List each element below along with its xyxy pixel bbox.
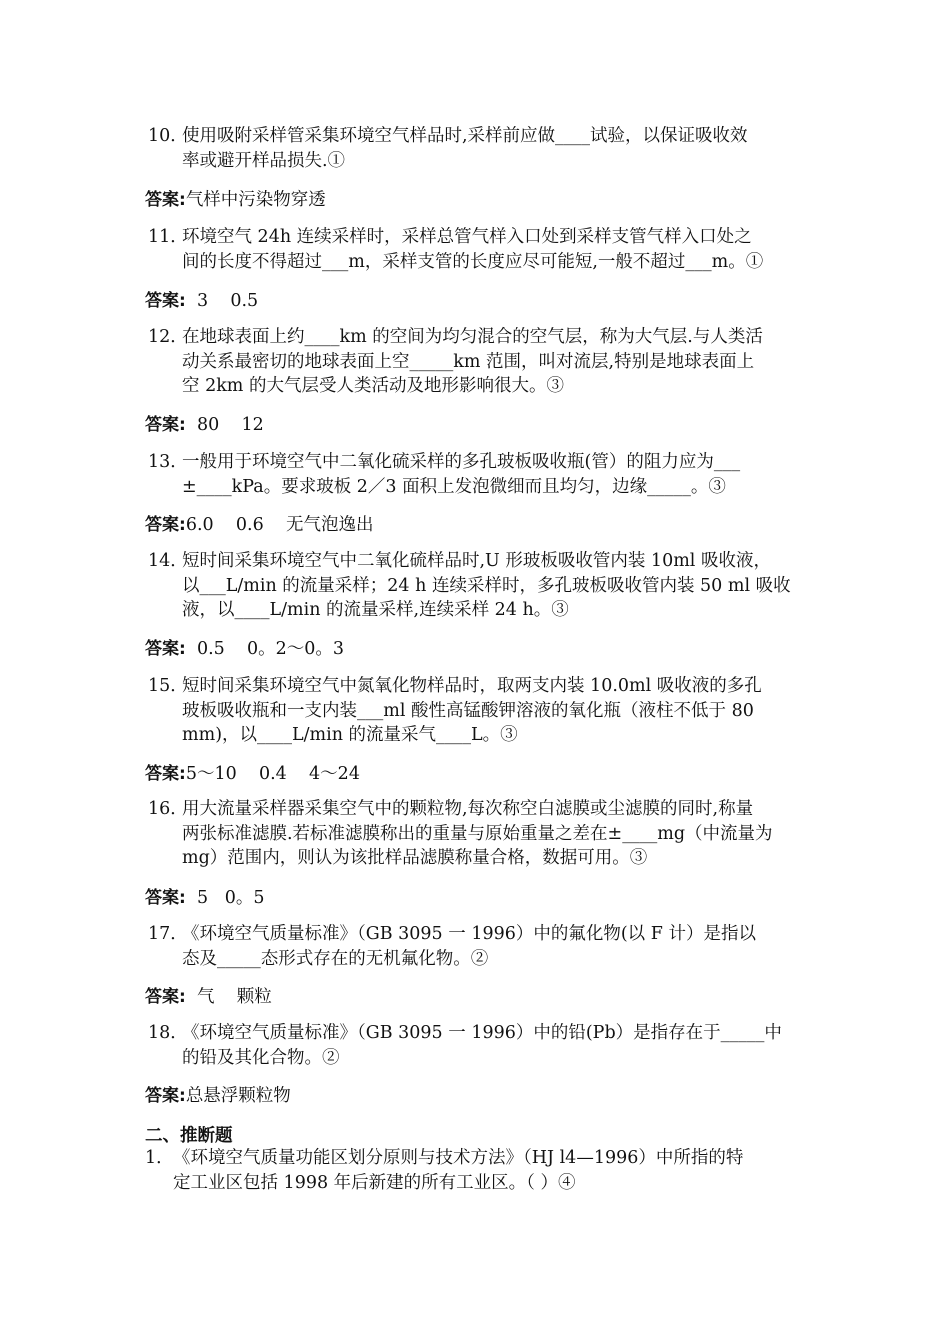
question-number: 12． [148, 327, 188, 347]
question-line: 态及_____态形式存在的无机氟化物。② [182, 948, 489, 969]
answer-11 [145, 289, 258, 313]
question-number: 17． [148, 924, 188, 944]
answer-10 [145, 188, 326, 212]
answer-18 [145, 1084, 291, 1108]
answer-value: 气 颗粒 [185, 987, 272, 1007]
question-number: 14． [148, 551, 188, 571]
question-10 [148, 124, 813, 173]
answer-16 [145, 886, 265, 910]
question-line: 动关系最密切的地球表面上空_____km 范围，叫对流层,特别是地球表面上 [182, 351, 755, 372]
question-line: 《环境空气质量功能区划分原则与技术方法》（HJ l4—1996）中所指的特 [173, 1148, 744, 1168]
answer-label: 答案: [145, 415, 186, 435]
question-line: ±____kPa。要求玻板 2／3 面积上发泡微细而且均匀，边缘_____。③ [182, 476, 726, 497]
answer-label: 答案: [145, 639, 186, 659]
judgement-item-1 [145, 1146, 810, 1195]
answer-value: 5 0。5 [185, 888, 265, 908]
answer-label: 答案: [145, 190, 186, 210]
answer-label: 答案: [145, 987, 186, 1007]
answer-label: 答案: [145, 764, 186, 784]
question-14 [148, 549, 813, 623]
question-number: 18． [148, 1023, 188, 1043]
question-line: 在地球表面上约____km 的空间为均匀混合的空气层，称为大气层.与人类活 [182, 327, 763, 347]
answer-value: 80 12 [185, 415, 264, 435]
answer-value: 总悬浮颗粒物 [185, 1086, 291, 1106]
question-16 [148, 797, 813, 871]
answer-value: 0.5 0。2～0。3 [185, 639, 345, 659]
question-line: 玻板吸收瓶和一支内装___ml 酸性高锰酸钾溶液的氧化瓶（液柱不低于 80 [182, 700, 754, 721]
answer-15 [145, 762, 360, 786]
question-line: 以___L/min 的流量采样；24 h 连续采样时，多孔玻板吸收管内装 50 ml 吸收 [182, 575, 791, 596]
question-line: 间的长度不得超过___m，采样支管的长度应尽可能短,一般不超过___m。① [182, 251, 764, 272]
answer-14 [145, 637, 344, 661]
question-15 [148, 674, 813, 748]
question-number: 11． [148, 227, 188, 247]
question-line: 液，以____L/min 的流量采样,连续采样 24 h。③ [182, 600, 569, 620]
question-line: 两张标准滤膜.若标准滤膜称出的重量与原始重量之差在±____mg（中流量为 [182, 823, 773, 844]
answer-12 [145, 413, 264, 437]
question-number: 1． [145, 1148, 174, 1168]
question-line: 《环境空气质量标准》（GB 3095 一 1996）中的铅(Pb）是指存在于_____中 [182, 1023, 782, 1043]
answer-label: 答案: [145, 1086, 186, 1106]
question-17 [148, 922, 813, 971]
question-12 [148, 325, 813, 399]
answer-value: 3 0.5 [185, 291, 259, 311]
answer-17 [145, 985, 272, 1009]
question-line: 用大流量采样器采集空气中的颗粒物,每次称空白滤膜或尘滤膜的同时,称量 [182, 799, 754, 819]
question-line: 环境空气 24h 连续采样时，采样总管气样入口处到采样支管气样入口处之 [182, 227, 752, 247]
answer-value: 5～10 0.4 4～24 [185, 764, 360, 784]
section-heading: 二、推断题 [145, 1126, 233, 1146]
question-line: 短时间采集环境空气中氮氧化物样品时，取两支内装 10.0ml 吸收液的多孔 [182, 676, 762, 696]
question-line: mm)，以____L/min 的流量采气____L。③ [182, 725, 518, 745]
question-number: 10． [148, 126, 188, 146]
question-18 [148, 1021, 813, 1070]
question-line: 《环境空气质量标准》（GB 3095 一 1996）中的氟化物(以 F 计）是指以 [182, 924, 756, 944]
question-number: 13． [148, 452, 188, 472]
answer-label: 答案: [145, 888, 186, 908]
question-13 [148, 450, 813, 499]
question-line: 定工业区包括 1998 年后新建的所有工业区。（ ）④ [173, 1172, 576, 1193]
question-line: 的铅及其化合物。② [182, 1047, 340, 1068]
answer-13 [145, 513, 373, 537]
question-line: 一般用于环境空气中二氧化硫采样的多孔玻板吸收瓶(管）的阻力应为___ [182, 452, 741, 472]
question-line: 率或避开样品损失.① [182, 150, 346, 171]
question-number: 16． [148, 799, 188, 819]
answer-value: 6.0 0.6 无气泡逸出 [185, 515, 374, 535]
answer-label: 答案: [145, 291, 186, 311]
answer-value: 气样中污染物穿透 [185, 190, 326, 210]
question-line: 空 2km 的大气层受人类活动及地形影响很大。③ [182, 376, 564, 396]
question-line: mg）范围内，则认为该批样品滤膜称量合格，数据可用。③ [182, 848, 648, 868]
question-line: 短时间采集环境空气中二氧化硫样品时,U 形玻板吸收管内装 10ml 吸收液， [182, 551, 771, 571]
question-line: 使用吸附采样管采集环境空气样品时,采样前应做____试验，以保证吸收效 [182, 126, 748, 146]
question-11 [148, 225, 813, 274]
answer-label: 答案: [145, 515, 186, 535]
question-number: 15． [148, 676, 188, 696]
